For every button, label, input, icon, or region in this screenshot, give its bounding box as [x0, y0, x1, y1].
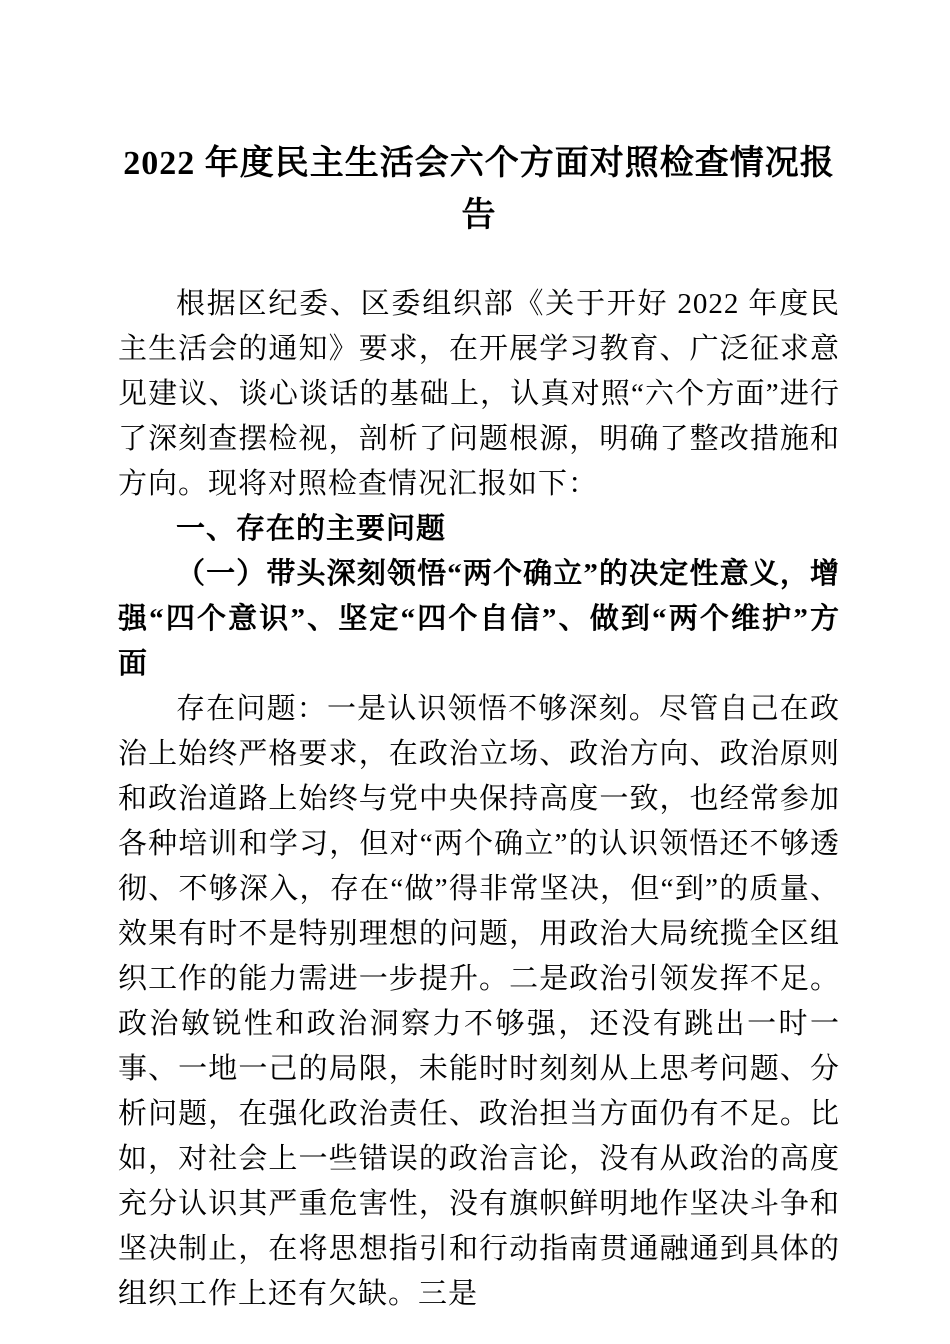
body-paragraph-existing-problems: 存在问题：一是认识领悟不够深刻。尽管自己在政治上始终严格要求，在政治立场、政治方向、政治原则和政治道路上始终与党中央保持高度一致，也经常参加各种培训和学习，但对“两个确立”的认识领悟还不够透彻、不够深入，存在“做”得非常坚决，但“到”的质量、效果有时不是特别理想的问题，用政治大局统揽全区组织工作的能力需进一步提升。二是政治引领发挥不足。政治敏锐性和政治洞察力不够强，还没有跳出一时一事、一地一己的局限，未能时时刻刻从上思考问题、分析问题，在强化政治责任、政治担当方面仍有不足。比如，对社会上一些错误的政治言论，没有从政治的高度充分认识其严重危害性，没有旗帜鲜明地作坚决斗争和坚决制止，在将思想指引和行动指南贯通融通到具体的组织工作上还有欠缺。三是 — [118, 693, 840, 1310]
document-title: 2022 年度民主生活会六个方面对照检查情况报告 — [123, 145, 835, 234]
subsection-heading-two-establishes: （一）带头深刻领悟“两个确立”的决定性意义，增强“四个意识”、坚定“四个自信”、做到“两个维护”方面 — [118, 558, 840, 680]
intro-paragraph: 根据区纪委、区委组织部《关于开好 2022 年度民主生活会的通知》要求，在开展学习教育、广泛征求意见建议、谈心谈话的基础上，认真对照“六个方面”进行了深刻查摆检视，剖析了问题根源，明确了整改措施和方向。现将对照检查情况汇报如下： — [118, 288, 840, 500]
section-heading-main-problems: 一、存在的主要问题 — [176, 513, 447, 545]
document-content — [118, 138, 840, 1317]
